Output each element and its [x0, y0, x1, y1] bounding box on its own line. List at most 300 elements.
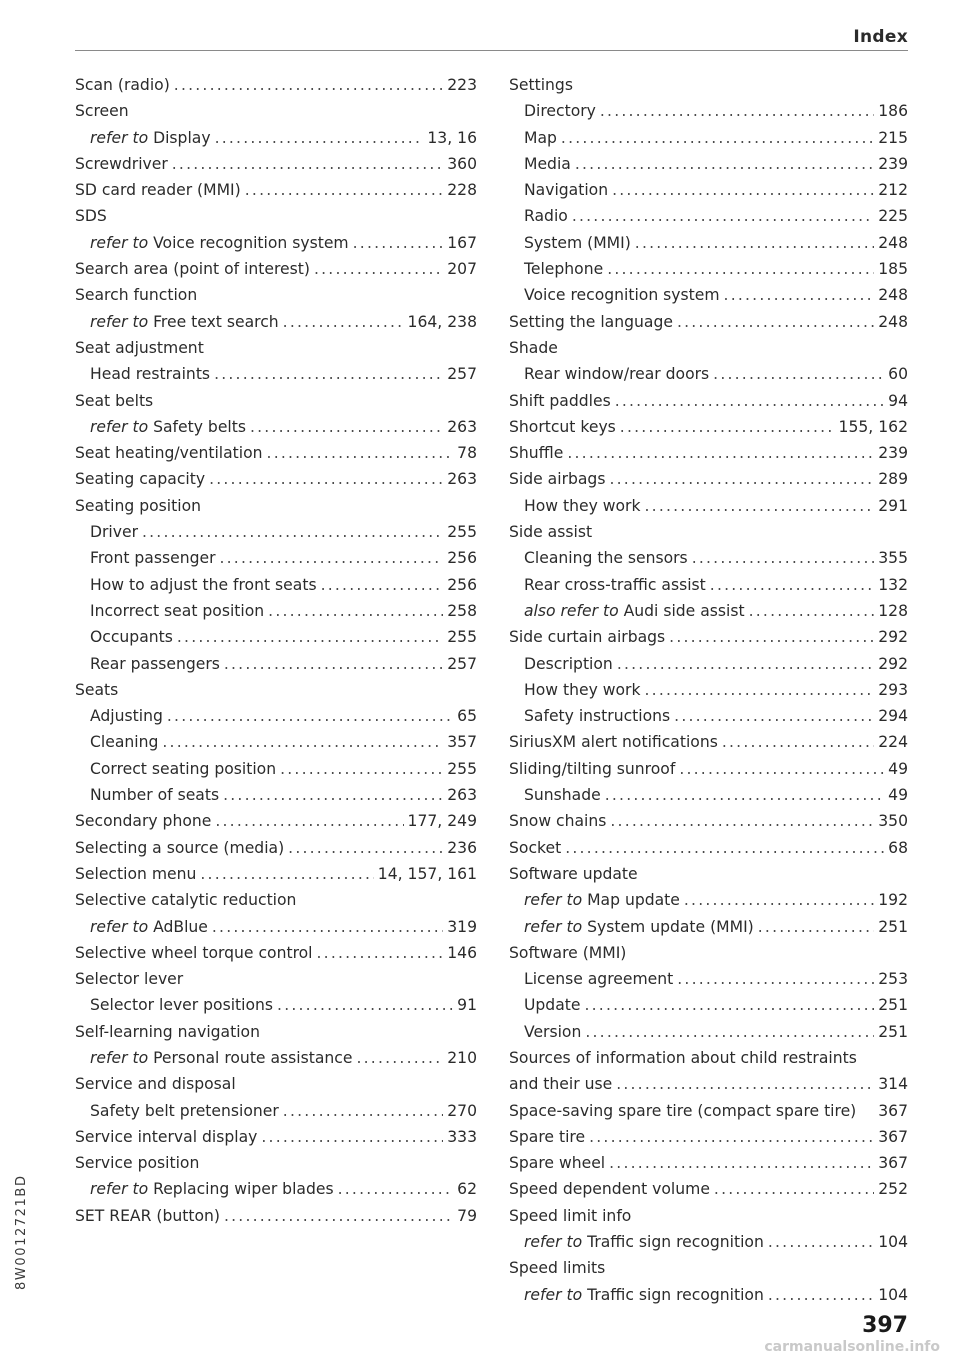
page-reference: 223: [447, 76, 477, 94]
index-term: [509, 470, 605, 488]
index-term: [75, 812, 211, 830]
page-reference: 350: [878, 812, 908, 831]
index-term-text: Rear cross-traffic assist: [524, 575, 706, 594]
page-reference: 177, 249: [407, 812, 477, 831]
index-entry: [509, 102, 908, 128]
index-entry: [509, 418, 908, 444]
index-term: [90, 549, 215, 567]
index-term: [90, 1180, 334, 1198]
index-entry: [509, 681, 908, 707]
index-term-text: Service position: [75, 1154, 200, 1173]
page-reference: 355: [878, 549, 908, 568]
index-entry: [75, 655, 477, 681]
dot-leader: [162, 733, 443, 751]
index-entry: [75, 733, 477, 759]
dot-leader: [356, 1049, 443, 1067]
index-term: [524, 129, 557, 147]
page-reference: 91: [457, 996, 477, 1015]
dot-leader: [605, 786, 884, 804]
index-term: [75, 392, 153, 410]
index-term-text: Seat belts: [75, 391, 154, 410]
dot-leader: [223, 786, 443, 804]
index-entry: [75, 260, 477, 286]
index-term: [509, 523, 592, 541]
page-reference: 258: [447, 601, 477, 620]
index-term: [524, 365, 709, 383]
index-entry: [75, 102, 477, 128]
index-term: [524, 707, 670, 725]
index-term-text: System (MMI): [524, 233, 631, 252]
index-term: [75, 102, 129, 120]
index-entry: [75, 549, 477, 575]
index-term: [509, 1154, 605, 1172]
dot-leader: [620, 418, 835, 436]
index-entry: [509, 865, 908, 891]
dot-leader: [321, 576, 444, 594]
index-term-text: Safety instructions: [524, 707, 671, 726]
page-reference: 13, 16: [427, 128, 477, 147]
dot-leader: [674, 707, 874, 725]
index-term-text: Seat heating/ventilation: [75, 444, 263, 463]
dot-leader: [768, 1286, 874, 1304]
index-term-text: Rear passengers: [90, 654, 220, 673]
page-reference: 256: [447, 549, 477, 568]
page-reference: 248: [878, 233, 908, 252]
index-term: [75, 155, 168, 173]
index-term-text: Self-learning navigation: [75, 1022, 260, 1041]
index-entry: [75, 444, 477, 470]
page-reference: 263: [447, 417, 477, 436]
index-term-text: Side airbags: [509, 470, 606, 489]
index-term-text: Seating capacity: [75, 470, 206, 489]
page-reference: 292: [878, 654, 908, 673]
index-term: [75, 260, 310, 278]
dot-leader: [353, 234, 444, 252]
index-entry: [509, 365, 908, 391]
index-term: [524, 655, 613, 673]
index-term: [75, 681, 118, 699]
index-term: [509, 812, 606, 830]
index-term: [509, 1049, 857, 1067]
index-term: [75, 1023, 260, 1041]
cross-reference-prefix: refer to: [90, 417, 149, 436]
index-entry: [509, 155, 908, 181]
index-entry: [509, 1180, 908, 1206]
page-reference: 104: [878, 1233, 908, 1252]
page-reference: 128: [878, 601, 908, 620]
index-term: [75, 1128, 257, 1146]
index-term: [509, 444, 563, 462]
index-term: [509, 1075, 612, 1093]
dot-leader: [669, 628, 874, 646]
index-entry: [75, 1128, 477, 1154]
index-term: [75, 970, 183, 988]
dot-leader: [616, 1075, 874, 1093]
page-reference: 215: [878, 128, 908, 147]
index-term: [524, 1233, 764, 1251]
page-reference: 251: [878, 1022, 908, 1041]
index-entry: [75, 339, 477, 365]
index-term-text: How to adjust the front seats: [90, 575, 317, 594]
index-term: [509, 865, 638, 883]
page-reference: 248: [878, 312, 908, 331]
dot-leader: [710, 576, 874, 594]
cross-reference-prefix: refer to: [90, 917, 149, 936]
dot-leader: [714, 1180, 874, 1198]
index-entry: [509, 1207, 908, 1233]
index-entry: [75, 628, 477, 654]
header-rule: [75, 50, 908, 51]
index-term-text: Voice recognition system: [524, 286, 720, 305]
index-entry: [75, 313, 477, 339]
index-entry: [509, 655, 908, 681]
index-term-text: Software update: [509, 864, 638, 883]
index-term-text: Selective wheel torque control: [75, 943, 313, 962]
page-reference: 185: [878, 260, 908, 279]
index-term: [524, 918, 754, 936]
dot-leader: [692, 549, 875, 567]
index-entry: [75, 944, 477, 970]
dot-leader: [245, 181, 443, 199]
page-reference: 60: [888, 365, 908, 384]
index-term: [524, 1023, 581, 1041]
index-term: [90, 1049, 352, 1067]
index-column-right: [509, 76, 908, 1312]
index-term-text: Service interval display: [75, 1127, 258, 1146]
index-entry: [75, 76, 477, 102]
index-term-text: Snow chains: [509, 812, 607, 831]
index-term: [509, 339, 558, 357]
page-reference: 251: [878, 917, 908, 936]
index-entry: [509, 707, 908, 733]
index-entry: [75, 1180, 477, 1206]
page-reference: 49: [888, 786, 908, 805]
dot-leader: [280, 760, 443, 778]
page-reference: 257: [447, 365, 477, 384]
index-entry: [509, 497, 908, 523]
index-term-text: Cleaning: [90, 733, 159, 752]
index-entry: [75, 155, 477, 181]
index-term-text: SiriusXM alert notifications: [509, 733, 718, 752]
index-entry: [509, 549, 908, 575]
dot-leader: [338, 1180, 454, 1198]
index-term: [90, 602, 264, 620]
index-entry: [509, 470, 908, 496]
page-reference: 263: [447, 786, 477, 805]
index-term-text: SD card reader (MMI): [75, 181, 241, 200]
index-term: [509, 944, 626, 962]
index-term: [509, 628, 665, 646]
index-term: [90, 129, 211, 147]
index-term: [524, 786, 601, 804]
index-term-text: Shuffle: [509, 444, 564, 463]
index-term-text: License agreement: [524, 970, 674, 989]
index-term: [75, 839, 284, 857]
index-term-text: Side curtain airbags: [509, 628, 666, 647]
index-entry: [75, 1075, 477, 1101]
page-reference: 68: [888, 838, 908, 857]
index-term: [524, 207, 568, 225]
index-term: [524, 260, 603, 278]
index-term-text: Shade: [509, 338, 558, 357]
index-term: [524, 234, 631, 252]
index-term-text: Secondary phone: [75, 812, 212, 831]
index-term: [524, 996, 580, 1014]
dot-leader: [565, 839, 884, 857]
index-term-text: Radio: [524, 207, 568, 226]
index-term: [90, 655, 220, 673]
page-reference: 146: [447, 943, 477, 962]
dot-leader: [317, 944, 444, 962]
index-entry: [75, 523, 477, 549]
index-term: [90, 234, 349, 252]
index-term-text: Cleaning the sensors: [524, 549, 688, 568]
index-term: [509, 760, 675, 778]
index-term-text: Occupants: [90, 628, 173, 647]
index-term-text: Selector lever positions: [90, 996, 274, 1015]
index-term-text: Media: [524, 154, 571, 173]
index-term-text: Seat adjustment: [75, 338, 204, 357]
index-entry: [75, 839, 477, 865]
index-entry: [509, 839, 908, 865]
index-term: [75, 497, 201, 515]
index-term: [90, 918, 208, 936]
index-term-text: Software (MMI): [509, 943, 627, 962]
index-term-text: Free text search: [148, 312, 279, 331]
index-term: [509, 1207, 631, 1225]
dot-leader: [749, 602, 875, 620]
index-term: [75, 286, 197, 304]
index-entry: [509, 996, 908, 1022]
index-entry: [75, 681, 477, 707]
dot-leader: [283, 313, 404, 331]
index-entry: [75, 234, 477, 260]
index-entry: [509, 760, 908, 786]
index-term: [524, 286, 720, 304]
index-term: [75, 944, 313, 962]
index-term-text: Socket: [509, 838, 562, 857]
index-entry: [75, 786, 477, 812]
index-entry: [509, 286, 908, 312]
index-term-text: Side assist: [509, 523, 593, 542]
dot-leader: [677, 313, 874, 331]
page-reference: 270: [447, 1101, 477, 1120]
index-entry: [75, 812, 477, 838]
index-term-text: Sources of information about child restraints: [509, 1048, 857, 1067]
index-entry: [509, 1102, 908, 1128]
index-term: [509, 418, 616, 436]
index-term-text: Selection menu: [75, 864, 197, 883]
page-reference: 236: [447, 838, 477, 857]
index-term: [75, 865, 196, 883]
page-reference: 333: [447, 1127, 477, 1146]
page-reference: 155, 162: [838, 417, 908, 436]
index-term-text: Description: [524, 654, 613, 673]
index-term: [90, 418, 246, 436]
index-entry: [75, 707, 477, 733]
index-entry: [75, 602, 477, 628]
page-reference: 289: [878, 470, 908, 489]
index-term-text: Selective catalytic reduction: [75, 891, 297, 910]
index-term-text: and their use: [509, 1075, 613, 1094]
index-term: [509, 1102, 856, 1120]
page-number: 397: [862, 1313, 908, 1338]
index-term-text: Search area (point of interest): [75, 260, 310, 279]
dot-leader: [758, 918, 874, 936]
index-term-text: Selecting a source (media): [75, 838, 285, 857]
dot-leader: [609, 470, 874, 488]
index-term: [90, 313, 279, 331]
index-term-text: Shortcut keys: [509, 417, 616, 436]
index-term: [75, 207, 107, 225]
index-entry: [509, 786, 908, 812]
index-entry: [509, 628, 908, 654]
page-reference: 314: [878, 1075, 908, 1094]
dot-leader: [575, 155, 874, 173]
page-header-title: Index: [853, 27, 908, 47]
page-reference: 293: [878, 680, 908, 699]
index-term-text: Incorrect seat position: [90, 601, 265, 620]
page-reference: 367: [878, 1127, 908, 1146]
index-term-text: How they work: [524, 680, 641, 699]
document-code: 8W0012721BD: [14, 1174, 29, 1290]
index-entry: [509, 1154, 908, 1180]
index-term-text: Search function: [75, 286, 198, 305]
page-reference: 360: [447, 154, 477, 173]
index-entry: [75, 470, 477, 496]
page-reference: 78: [457, 444, 477, 463]
dot-leader: [288, 839, 443, 857]
dot-leader: [585, 1023, 874, 1041]
index-entry: [509, 392, 908, 418]
page-reference: 239: [878, 154, 908, 173]
index-term-text: Speed limits: [509, 1259, 606, 1278]
index-term: [524, 681, 641, 699]
cross-reference-prefix: refer to: [524, 1285, 583, 1304]
page-reference: 251: [878, 996, 908, 1015]
index-term-text: Replacing wiper blades: [148, 1180, 334, 1199]
page-reference: 255: [447, 523, 477, 542]
page-reference: 186: [878, 102, 908, 121]
index-entry: [75, 418, 477, 444]
dot-leader: [572, 207, 874, 225]
page-reference: 294: [878, 707, 908, 726]
index-term: [90, 760, 276, 778]
index-entry: [75, 891, 477, 917]
index-entry: [509, 129, 908, 155]
index-entry: [509, 1128, 908, 1154]
dot-leader: [177, 628, 443, 646]
index-term-text: Settings: [509, 76, 573, 94]
index-term-text: SET REAR (button): [75, 1206, 220, 1225]
page-reference: 255: [447, 628, 477, 647]
page-reference: 212: [878, 181, 908, 200]
dot-leader: [645, 681, 875, 699]
index-term-text: Version: [524, 1022, 582, 1041]
index-entry: [75, 996, 477, 1022]
dot-leader: [209, 470, 443, 488]
index-entry: [75, 392, 477, 418]
index-entry: [509, 812, 908, 838]
dot-leader: [224, 1207, 453, 1225]
index-entry: [75, 365, 477, 391]
index-term-text: Traffic sign recognition: [582, 1233, 764, 1252]
index-entry: [509, 891, 908, 917]
index-term-text: Map update: [582, 891, 680, 910]
index-term-text: Front passenger: [90, 549, 216, 568]
dot-leader: [645, 497, 875, 515]
page-reference: 319: [447, 917, 477, 936]
index-term: [75, 470, 205, 488]
cross-reference-prefix: refer to: [524, 891, 583, 910]
index-term: [90, 707, 163, 725]
index-term-text: Selector lever: [75, 970, 184, 989]
index-term-text: Service and disposal: [75, 1075, 236, 1094]
dot-leader: [200, 865, 373, 883]
dot-leader: [617, 655, 874, 673]
index-term: [524, 181, 608, 199]
index-entry: [509, 1233, 908, 1259]
index-entry: [509, 602, 908, 628]
dot-leader: [250, 418, 443, 436]
index-term: [509, 392, 611, 410]
index-term: [75, 1075, 236, 1093]
dot-leader: [609, 1154, 874, 1172]
index-term-text: Shift paddles: [509, 391, 611, 410]
index-term: [524, 891, 680, 909]
dot-leader: [142, 523, 443, 541]
index-term-text: SDS: [75, 207, 107, 226]
index-term: [75, 76, 170, 94]
dot-leader: [212, 918, 443, 936]
index-entry: [75, 1207, 477, 1233]
index-entry: [509, 339, 908, 365]
page-reference: 291: [878, 496, 908, 515]
index-entry: [75, 918, 477, 944]
page-reference: 257: [447, 654, 477, 673]
dot-leader: [167, 707, 453, 725]
index-entry: [509, 918, 908, 944]
index-term: [509, 733, 718, 751]
page-reference: 239: [878, 444, 908, 463]
dot-leader: [314, 260, 443, 278]
index-entry: [509, 523, 908, 549]
index-term-text: Scan (radio): [75, 76, 170, 94]
index-entry: [75, 497, 477, 523]
index-term-text: Traffic sign recognition: [582, 1285, 764, 1304]
page-reference: 14, 157, 161: [377, 864, 477, 883]
index-entry: [509, 234, 908, 260]
dot-leader: [567, 444, 874, 462]
dot-leader: [215, 812, 403, 830]
index-term: [509, 313, 673, 331]
index-term-text: Voice recognition system: [148, 233, 349, 252]
page-reference: 367: [878, 1154, 908, 1173]
dot-leader: [600, 102, 874, 120]
dot-leader: [677, 970, 874, 988]
page-reference: 225: [878, 207, 908, 226]
index-term-text: How they work: [524, 496, 641, 515]
index-term-text: Map: [524, 128, 557, 147]
cross-reference-prefix: refer to: [90, 1180, 149, 1199]
index-entry: [509, 207, 908, 233]
index-term: [524, 1286, 764, 1304]
page-reference: 207: [447, 260, 477, 279]
page-reference: 192: [878, 891, 908, 910]
index-column-left: [75, 76, 477, 1233]
page-reference: 248: [878, 286, 908, 305]
index-term-text: Adjusting: [90, 707, 163, 726]
